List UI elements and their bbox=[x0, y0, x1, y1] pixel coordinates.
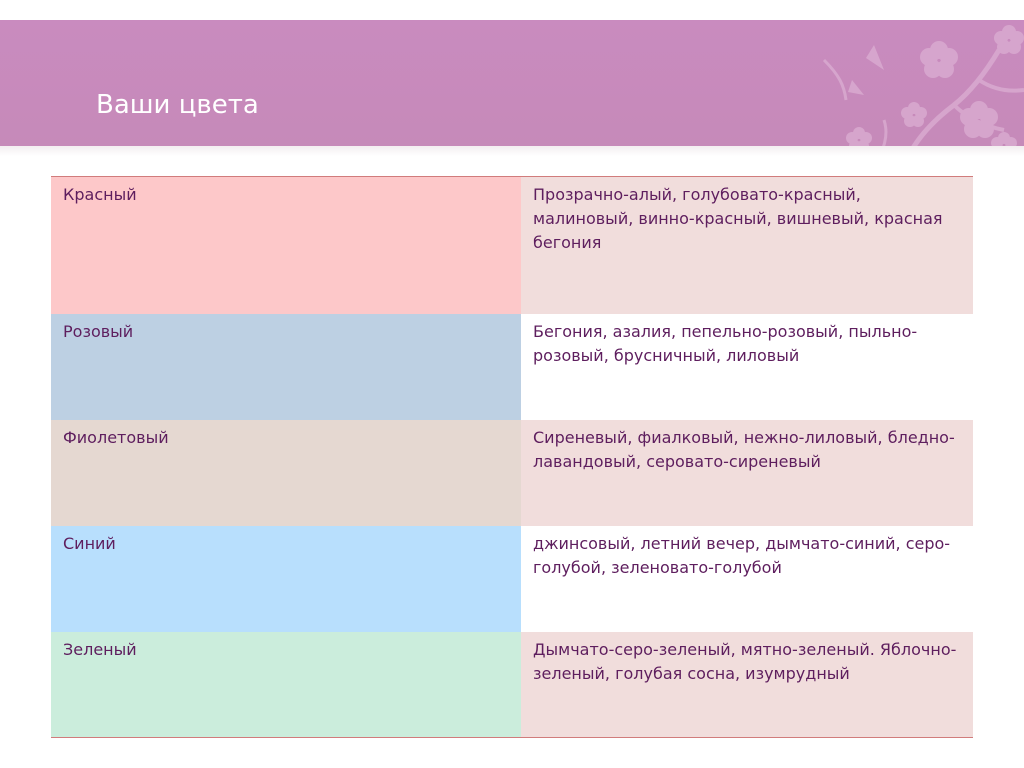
color-shades: Дымчато-серо-зеленый, мятно-зеленый. Яблочно-зеленый, голубая сосна, изумрудный bbox=[533, 639, 957, 683]
color-name-cell bbox=[51, 420, 521, 526]
color-shades: Бегония, азалия, пепельно-розовый, пыльно-розовый, брусничный, лиловый bbox=[533, 321, 918, 365]
color-shades-cell bbox=[521, 314, 973, 420]
table-row bbox=[51, 526, 973, 632]
table-row bbox=[51, 314, 973, 420]
color-name-cell bbox=[51, 526, 521, 632]
color-name: Зеленый bbox=[63, 639, 137, 659]
table-row bbox=[51, 632, 973, 738]
top-strip bbox=[0, 0, 1024, 20]
color-shades: Прозрачно-алый, голубовато-красный, малиновый, винно-красный, вишневый, красная бегония bbox=[533, 185, 943, 252]
slide-title: Ваши цвета bbox=[96, 90, 259, 120]
color-shades-cell bbox=[521, 177, 973, 314]
color-name-cell bbox=[51, 314, 521, 420]
color-name: Красный bbox=[63, 185, 137, 204]
colors-table bbox=[51, 176, 973, 738]
table-row bbox=[51, 420, 973, 526]
color-shades: джинсовый, летний вечер, дымчато-синий, серо-голубой, зеленовато-голубой bbox=[533, 533, 951, 577]
color-shades-cell bbox=[521, 526, 973, 632]
color-name: Синий bbox=[63, 533, 116, 553]
color-name-cell bbox=[51, 177, 521, 314]
color-shades-cell bbox=[521, 420, 973, 526]
cherry-blossom-decoration bbox=[764, 20, 1024, 146]
header-band bbox=[0, 20, 1024, 146]
color-name-cell bbox=[51, 632, 521, 738]
table-row bbox=[51, 177, 973, 314]
color-name: Фиолетовый bbox=[63, 427, 169, 447]
header-shadow bbox=[0, 146, 1024, 156]
color-shades-cell bbox=[521, 632, 973, 738]
color-name: Розовый bbox=[63, 321, 134, 341]
color-shades: Сиреневый, фиалковый, нежно-лиловый, бледно-лавандовый, серовато-сиреневый bbox=[533, 427, 955, 471]
